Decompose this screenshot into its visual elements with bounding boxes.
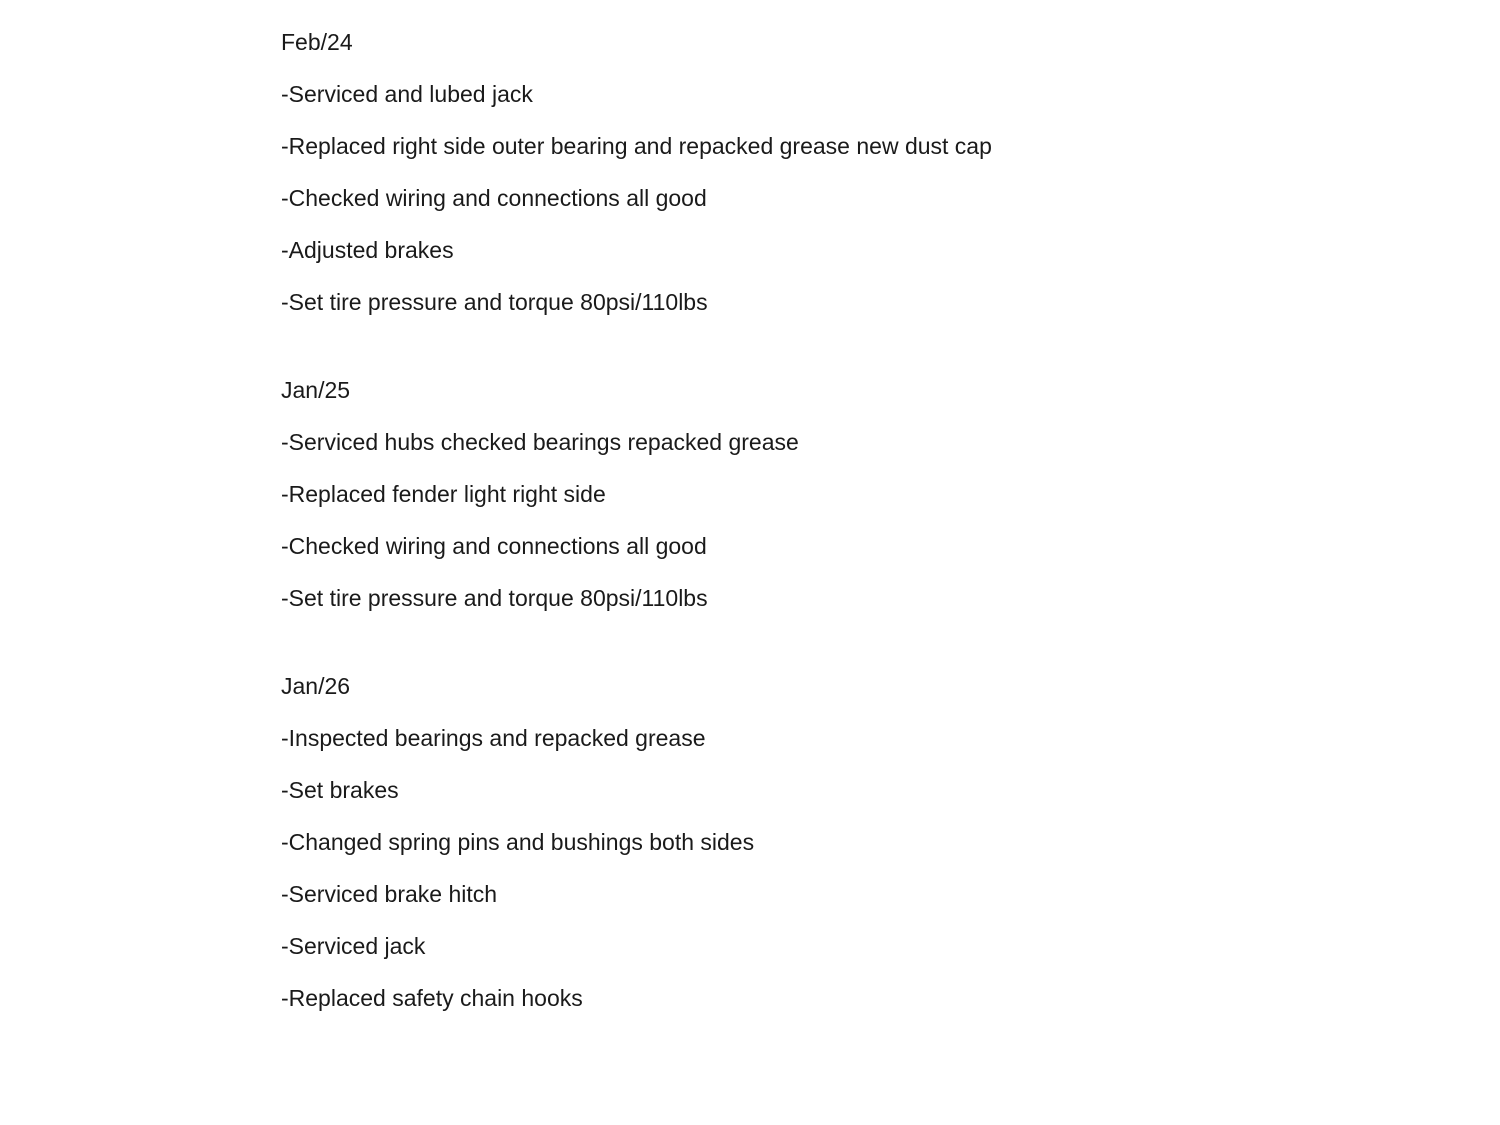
service-item: -Replaced safety chain hooks [281, 985, 583, 1011]
entry-date: Jan/25 [281, 377, 351, 403]
service-item-list [281, 76, 1381, 320]
service-item: -Checked wiring and connections all good [281, 185, 707, 211]
service-item: -Set tire pressure and torque 80psi/110lbs [281, 585, 708, 611]
service-item: -Replaced right side outer bearing and repacked grease new dust cap [281, 133, 992, 159]
service-item: -Serviced jack [281, 933, 426, 959]
service-item-list [281, 720, 1381, 1016]
service-item: -Set tire pressure and torque 80psi/110lbs [281, 289, 708, 315]
service-item: -Serviced and lubed jack [281, 81, 533, 107]
service-entry-jan26 [281, 668, 1381, 1016]
service-item: -Serviced brake hitch [281, 881, 498, 907]
entry-date: Feb/24 [281, 29, 353, 55]
service-item: -Checked wiring and connections all good [281, 533, 707, 559]
entry-date: Jan/26 [281, 673, 351, 699]
service-item: -Set brakes [281, 777, 399, 803]
service-entry-feb24 [281, 24, 1381, 320]
service-item: -Inspected bearings and repacked grease [281, 725, 706, 751]
service-item-list [281, 424, 1381, 616]
service-entry-jan25 [281, 372, 1381, 616]
service-item: -Adjusted brakes [281, 237, 454, 263]
service-item: -Replaced fender light right side [281, 481, 606, 507]
service-item: -Changed spring pins and bushings both sides [281, 829, 755, 855]
service-item: -Serviced hubs checked bearings repacked grease [281, 429, 799, 455]
document-page [281, 24, 1381, 1032]
